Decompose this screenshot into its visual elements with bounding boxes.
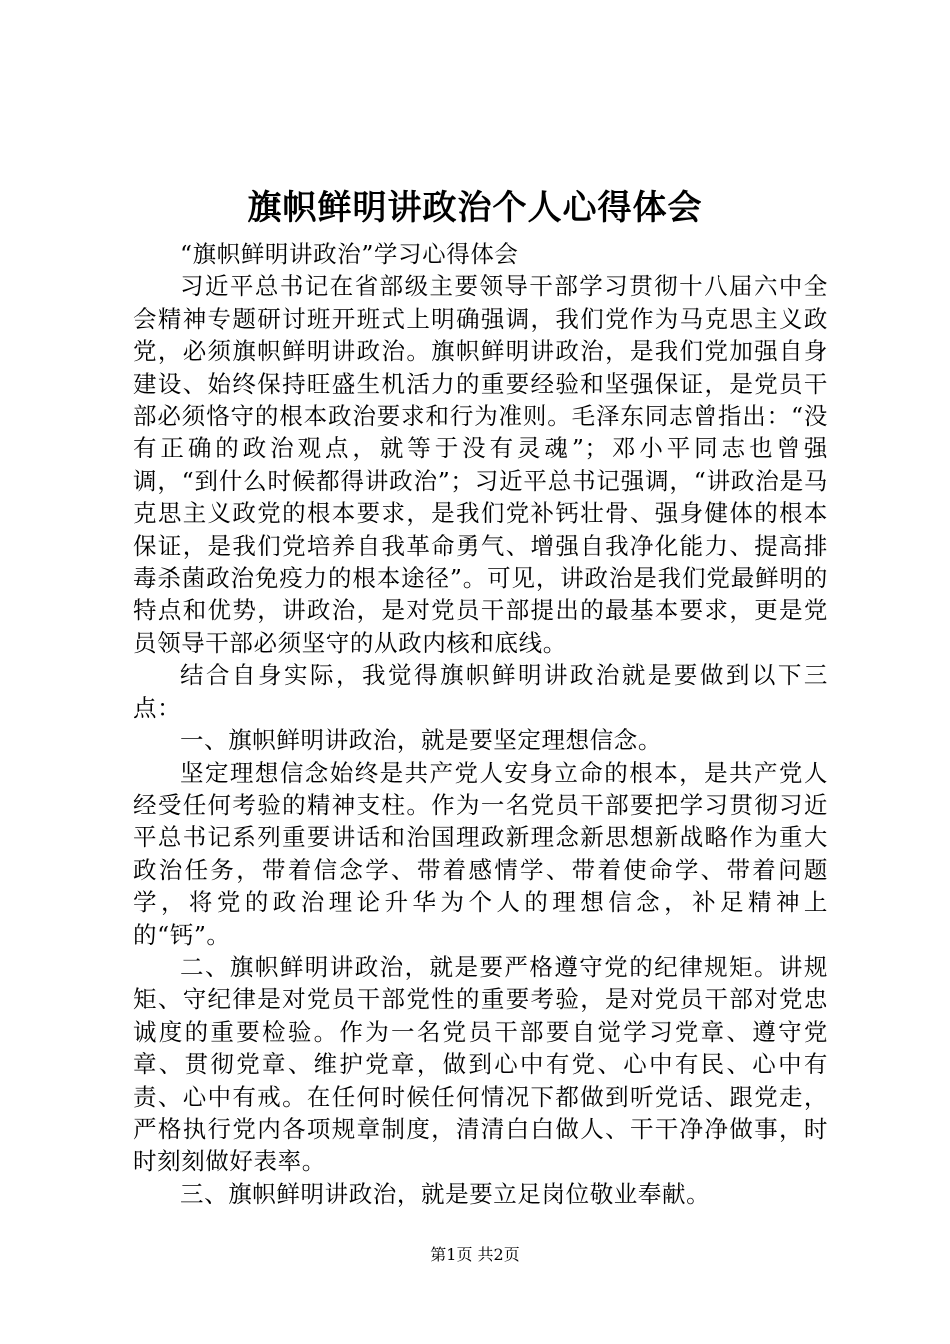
body-paragraph: 结合自身实际，我觉得旗帜鲜明讲政治就是要做到以下三点： [133, 661, 828, 722]
section-heading-3: 三、旗帜鲜明讲政治，就是要立足岗位敬业奉献。 [180, 1179, 711, 1208]
subtitle-paragraph: “旗帜鲜明讲政治”学习心得体会 [180, 240, 519, 268]
page-title: 旗帜鲜明讲政治个人心得体会 [247, 188, 703, 228]
document-body [133, 238, 828, 1210]
body-paragraph: 习近平总书记在省部级主要领导干部学习贯彻十八届六中全会精神专题研讨班开班式上明确强调，我们党作为马克思主义政党，必须旗帜鲜明讲政治。旗帜鲜明讲政治，是我们党加强自身建设、始终保持旺盛生机活力的重要经验和坚强保证，是党员干部必须恪守的根本政治要求和行为准则。毛泽东同志曾指出：“没有正确的政治观点，就等于没有灵魂”；邓小平同志也曾强调，“到什么时候都得讲政治”；习近平总书记强调，“讲政治是马克思主义政党的根本要求，是我们党补钙壮骨、强身健体的根本保证，是我们党培养自我革命勇气、增强自我净化能力、提高排毒杀菌政治免疫力的根本途径”。可见，讲政治是我们党最鲜明的特点和优势，讲政治，是对党员干部提出的最基本要求，更是党员领导干部必须坚守的从政内核和底线。 [133, 272, 828, 657]
page-number-footer: 第1页 共2页 [430, 1245, 520, 1264]
section-heading-1: 一、旗帜鲜明讲政治，就是要坚定理想信念。 [180, 726, 662, 755]
section-heading-2: 二、旗帜鲜明讲政治，就是要严格遵守党的纪律规矩。讲规矩、守纪律是对党员干部党性的重要考验，是对党员干部对党忠诚度的重要检验。作为一名党员干部要自觉学习党章、遵守党章、贯彻党章、维护党章，做到心中有党、心中有民、心中有责、心中有戒。在任何时候任何情况下都做到听党话、跟党走，严格执行党内各项规章制度，清清白白做人、干干净净做事，时时刻刻做好表率。 [133, 952, 828, 1176]
body-paragraph: 坚定理想信念始终是共产党人安身立命的根本，是共产党人经受任何考验的精神支柱。作为一名党员干部要把学习贯彻习近平总书记系列重要讲话和治国理政新理念新思想新战略作为重大政治任务，带着信念学、带着感情学、带着使命学、带着问题学，将党的政治理论升华为个人的理想信念，补足精神上的“钙”。 [133, 758, 828, 949]
